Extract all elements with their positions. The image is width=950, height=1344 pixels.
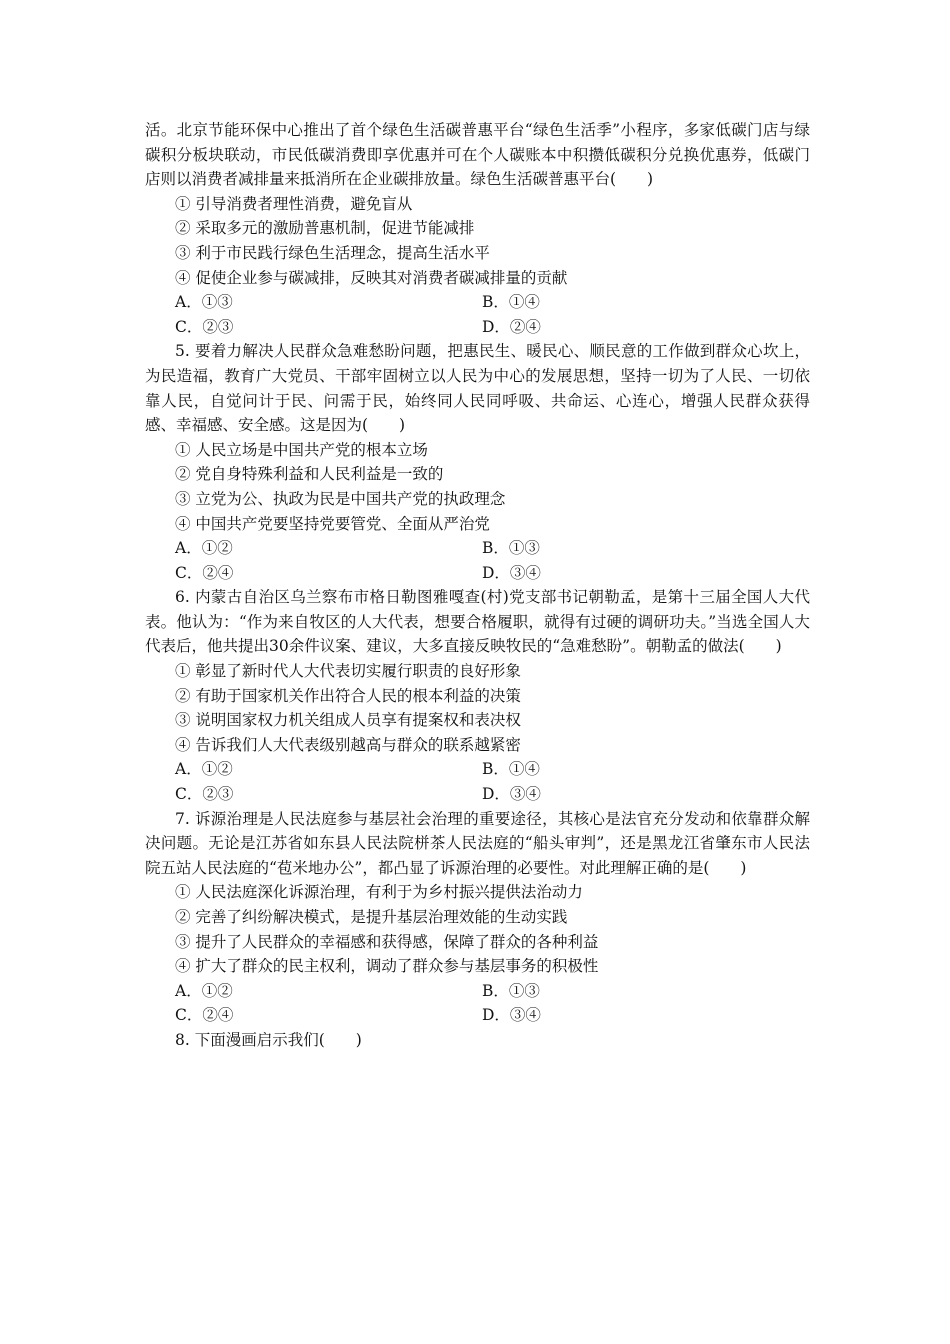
question-6-option-2: ② 有助于国家机关作出符合人民的根本利益的决策 — [175, 686, 521, 705]
question-5-option-3: ③ 立党为公、执政为民是中国共产党的执政理念 — [175, 489, 506, 508]
question-4-stem: 活。北京节能环保中心推出了首个绿色生活碳普惠平台“绿色生活季”小程序，多家低碳门店与绿碳积分板块联动，市民低碳消费即享优惠并可在个人碳账本中积攒低碳积分兑换优惠券，低碳门店则以消费者减排量来抵消所在企业碳排放量。绿色生活碳普惠平台( ) — [145, 121, 810, 189]
question-5-stem: 5. 要着力解决人民群众急难愁盼问题，把惠民生、暖民心、顺民意的工作做到群众心坎上，为民造福，教育广大党员、干部牢固树立以人民为中心的发展思想，坚持一切为了人民、一切依靠人民，自觉问计于民、问需于民，始终同人民同呼吸、共命运、心连心，增强人民群众获得感、幸福感、安全感。这是因为( ) — [145, 342, 810, 435]
question-5-choice-b: B．①③ — [482, 539, 540, 558]
question-4-choices-row-2 — [145, 315, 810, 340]
question-6 — [145, 585, 810, 806]
question-7 — [145, 807, 810, 1028]
question-6-option-4: ④ 告诉我们人大代表级别越高与群众的联系越紧密 — [175, 735, 521, 754]
question-5-choice-a: A．①② — [175, 539, 233, 558]
question-6-choice-d: D．③④ — [482, 785, 541, 804]
question-7-choice-b: B．①③ — [482, 981, 540, 1000]
question-6-choice-c: C．②③ — [175, 785, 234, 804]
question-5-choices-row-2 — [145, 561, 810, 586]
question-5-option-1: ① 人民立场是中国共产党的根本立场 — [175, 440, 428, 459]
question-4-choice-c: C．②③ — [175, 317, 234, 336]
document-page — [145, 118, 810, 1053]
question-4-choice-d: D．②④ — [482, 317, 541, 336]
question-4 — [145, 118, 810, 339]
question-4-option-1: ① 引导消费者理性消费，避免盲从 — [175, 194, 413, 213]
question-7-choice-d: D．③④ — [482, 1006, 541, 1025]
question-7-stem: 7. 诉源治理是人民法庭参与基层社会治理的重要途径，其核心是法官充分发动和依靠群众解决问题。无论是江苏省如东县人民法院栟茶人民法庭的“船头审判”，还是黑龙江省肇东市人民法院五站人民法庭的“苞米地办公”，都凸显了诉源治理的必要性。对此理解正确的是( ) — [145, 809, 810, 877]
question-7-option-3: ③ 提升了人民群众的幸福感和获得感，保障了群众的各种利益 — [175, 932, 599, 951]
question-5 — [145, 339, 810, 585]
question-6-choice-b: B．①④ — [482, 760, 540, 779]
question-5-choice-d: D．③④ — [482, 563, 541, 582]
question-7-choices-row-2 — [145, 1003, 810, 1028]
question-7-choice-a: A．①② — [175, 981, 233, 1000]
question-8-stem: 8. 下面漫画启示我们( ) — [175, 1030, 362, 1049]
question-7-option-4: ④ 扩大了群众的民主权利，调动了群众参与基层事务的积极性 — [175, 957, 599, 976]
question-5-option-2: ② 党自身特殊利益和人民利益是一致的 — [175, 465, 444, 484]
question-4-option-3: ③ 利于市民践行绿色生活理念，提高生活水平 — [175, 243, 490, 262]
question-6-stem: 6. 内蒙古自治区乌兰察布市格日勒图雅嘎查(村)党支部书记朝勒孟，是第十三届全国人大代表。他认为：“作为来自牧区的人大代表，想要合格履职，就得有过硬的调研功夫。”当选全国人大代表后，他共提出30余件议案、建议，大多直接反映牧民的“急难愁盼”。朝勒孟的做法( ) — [145, 588, 810, 656]
question-4-option-4: ④ 促使企业参与碳减排，反映其对消费者碳减排量的贡献 — [175, 268, 568, 287]
question-5-choice-c: C．②④ — [175, 563, 234, 582]
question-4-choice-b: B．①④ — [482, 293, 540, 312]
question-8 — [145, 1028, 810, 1053]
question-6-choices-row-1 — [145, 757, 810, 782]
question-6-option-1: ① 彰显了新时代人大代表切实履行职责的良好形象 — [175, 662, 521, 681]
question-7-choices-row-1 — [145, 979, 810, 1004]
question-4-choices-row-1 — [145, 290, 810, 315]
question-7-option-1: ① 人民法庭深化诉源治理，有利于为乡村振兴提供法治动力 — [175, 883, 583, 902]
question-7-option-2: ② 完善了纠纷解决模式，是提升基层治理效能的生动实践 — [175, 908, 568, 926]
question-4-choice-a: A．①③ — [175, 293, 233, 312]
question-5-option-4: ④ 中国共产党要坚持党要管党、全面从严治党 — [175, 514, 490, 533]
question-6-choice-a: A．①② — [175, 760, 233, 779]
question-7-choice-c: C．②④ — [175, 1006, 234, 1025]
question-6-choices-row-2 — [145, 782, 810, 807]
question-4-option-2: ② 采取多元的激励普惠机制，促进节能减排 — [175, 219, 475, 238]
question-6-option-3: ③ 说明国家权力机关组成人员享有提案权和表决权 — [175, 711, 521, 730]
question-5-choices-row-1 — [145, 536, 810, 561]
